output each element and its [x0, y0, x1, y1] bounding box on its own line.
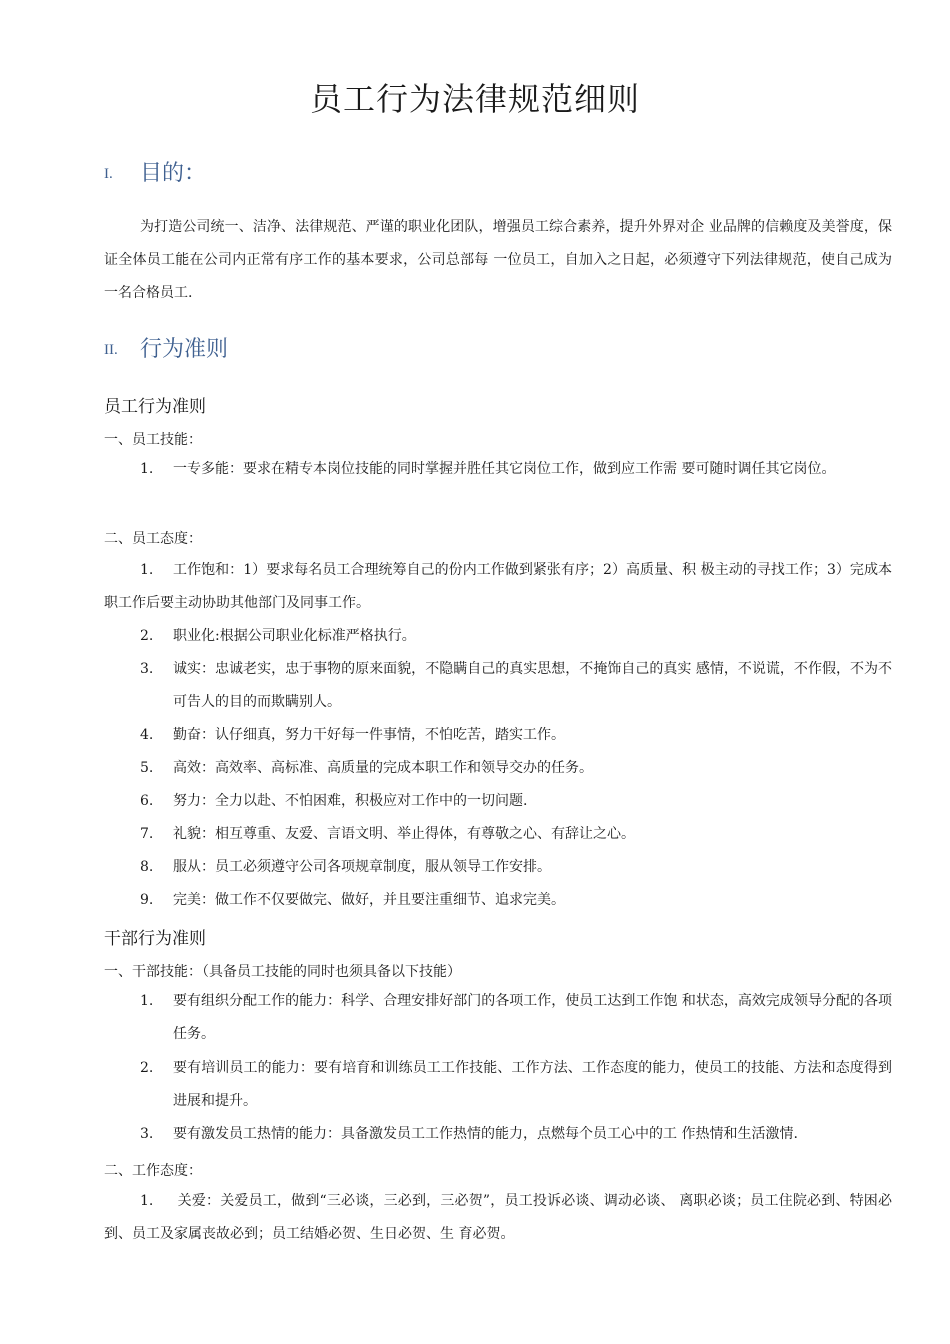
purpose-paragraph: 为打造公司统一、洁净、法律规范、严谨的职业化团队，增强员工综合素养，提升外界对企 业品牌的信赖度及美誉度，保证全体员工能在公司内正常有序工作的基本要求，公司总部每 一位员工，自加入之日起，必须遵守下列法律规范，使自己成为一名合格员工. — [104, 219, 892, 301]
item-text: 礼貌：相互尊重、友爱、言语文明、举止得体，有尊敬之心、有辞让之心。 — [173, 826, 635, 842]
item-text: 关爱：关爱员工，做到“三必谈，三必到，三必贺”，员工投诉必谈、调动必谈、 离职必谈；员工住院必到、特困必到、员工及家属丧故必到；员工结婚必贺、生日必贺、生 育必贺。 — [104, 1193, 892, 1242]
section-title: 目的： — [140, 161, 207, 186]
staff-skills-label: 一、员工技能： — [104, 432, 202, 448]
item-text: 要有激发员工热情的能力：具备激发员工工作热情的能力，点燃每个员工心中的工 作热情和生活激情. — [173, 1126, 798, 1142]
cadre-attitude-label: 二、工作态度： — [104, 1163, 202, 1179]
item-text: 完美：做工作不仅要做完、做好，并且要注重细节、追求完美。 — [173, 892, 565, 908]
section-conduct-heading — [104, 332, 228, 363]
section-number: II. — [104, 341, 118, 358]
item-text: 一专多能：要求在精专本岗位技能的同时掌握并胜任其它岗位工作，做到应工作需 要可随时调任其它岗位。 — [173, 461, 836, 477]
document-title: 员工行为法律规范细则 — [309, 80, 640, 118]
item-number: 3. — [140, 661, 154, 677]
item-number: 1. — [140, 461, 154, 477]
item-number: 6. — [140, 793, 154, 809]
list-item — [140, 985, 892, 1051]
item-number: 4. — [140, 727, 154, 743]
staff-conduct-heading: 员工行为准则 — [104, 397, 206, 417]
item-number: 7. — [140, 826, 154, 842]
staff-attitude-label: 二、员工态度： — [104, 531, 202, 547]
cadre-conduct-heading: 干部行为准则 — [104, 929, 206, 949]
item-text: 职业化:根据公司职业化标准严格执行。 — [173, 628, 416, 644]
list-item — [140, 752, 892, 785]
item-number: 3. — [140, 1126, 154, 1142]
section-number: I. — [104, 165, 113, 182]
list-item — [140, 1118, 892, 1151]
item-number: 1. — [140, 993, 154, 1009]
item-number: 2. — [140, 628, 154, 644]
item-text: 勤奋：认仔细真，努力干好每一件事情，不怕吃苦，踏实工作。 — [173, 727, 565, 743]
item-text: 要有组织分配工作的能力：科学、合理安排好部门的各项工作，使员工达到工作饱 和状态，高效完成领导分配的各项任务。 — [173, 993, 892, 1042]
item-number: 5. — [140, 760, 154, 776]
item-number: 2. — [140, 1060, 154, 1076]
list-item — [104, 554, 892, 620]
item-number: 1. — [140, 1193, 154, 1209]
item-number: 9. — [140, 892, 154, 908]
list-item — [140, 785, 892, 818]
item-number: 8. — [140, 859, 154, 875]
list-item — [104, 1185, 892, 1251]
list-item — [140, 884, 892, 917]
list-item — [140, 1052, 892, 1118]
item-text: 服从：员工必须遵守公司各项规章制度，服从领导工作安排。 — [173, 859, 551, 875]
list-item — [140, 453, 892, 486]
list-item — [140, 818, 892, 851]
list-item — [140, 719, 892, 752]
cadre-skills-label: 一、干部技能：（具备员工技能的同时也须具备以下技能） — [104, 964, 461, 980]
item-text: 高效：高效率、高标准、高质量的完成本职工作和领导交办的任务。 — [173, 760, 593, 776]
item-text: 诚实：忠诚老实，忠于事物的原来面貌，不隐瞒自己的真实思想，不掩饰自己的真实 感情，不说谎，不作假，不为不可告人的目的而欺瞒别人。 — [173, 661, 892, 710]
item-text: 工作饱和：1）要求每名员工合理统筹自己的份内工作做到紧张有序；2）高质量、积 极主动的寻找工作；3）完成本职工作后要主动协助其他部门及同事工作。 — [104, 562, 892, 611]
item-text: 要有培训员工的能力：要有培育和训练员工工作技能、工作方法、工作态度的能力，使员工的技能、方法和态度得到进展和提升。 — [173, 1060, 892, 1109]
list-item — [140, 620, 892, 653]
list-item — [140, 851, 892, 884]
list-item — [140, 653, 892, 719]
section-title: 行为准则 — [140, 337, 229, 362]
section-purpose-heading — [104, 156, 206, 187]
item-text: 努力：全力以赴、不怕困难，积极应对工作中的一切问题. — [173, 793, 528, 809]
item-number: 1. — [140, 562, 154, 578]
